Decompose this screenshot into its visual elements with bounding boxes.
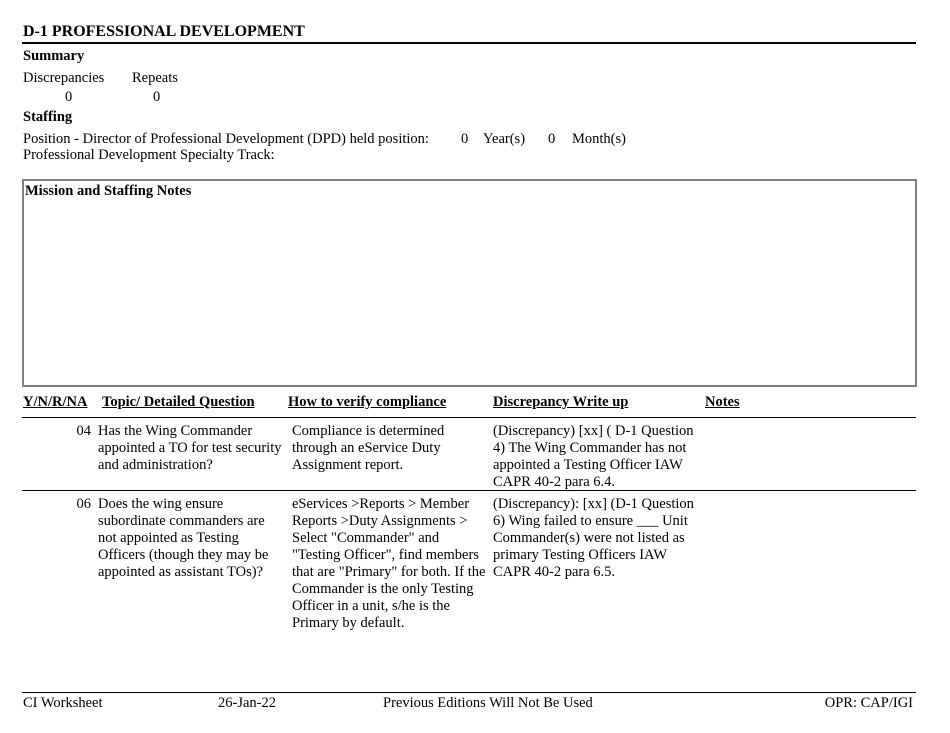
page-title: D-1 PROFESSIONAL DEVELOPMENT [23, 23, 305, 40]
header-divider [22, 417, 916, 418]
months-value: 0 [548, 131, 556, 147]
repeats-label: Repeats [132, 70, 178, 86]
months-label: Month(s) [572, 131, 626, 147]
position-label: Position - Director of Professional Development (DPD) held position: [23, 131, 429, 147]
years-label: Year(s) [483, 131, 526, 147]
footer-divider [22, 692, 916, 693]
discrepancy-text: (Discrepancy): [xx] (D-1 Question 6) Wing failed to ensure ___ Unit Commander(s) were not listed as primary Testing Officers IAW CAPR 40-2 para 6.5. [493, 496, 694, 580]
question-number: 06 [76, 496, 91, 512]
title-divider [22, 42, 916, 44]
row-divider [22, 490, 916, 491]
footer-date: 26-Jan-22 [218, 695, 276, 711]
mission-staffing-notes-box[interactable] [22, 179, 917, 387]
question-text: Has the Wing Commander appointed a TO for test security and administration? [98, 423, 282, 473]
question-number: 04 [76, 423, 91, 439]
summary-heading: Summary [23, 48, 85, 64]
repeats-value: 0 [153, 89, 161, 105]
col-header-topic: Topic/ Detailed Question [102, 394, 255, 410]
footer-worksheet-label: CI Worksheet [23, 695, 103, 711]
discrepancies-label: Discrepancies [23, 70, 105, 86]
footer-editions-notice: Previous Editions Will Not Be Used [383, 695, 593, 711]
discrepancy-text: (Discrepancy) [xx] ( D-1 Question 4) The Wing Commander has not appointed a Testing Officer IAW CAPR 40-2 para 6.4. [493, 423, 694, 490]
col-header-notes: Notes [705, 394, 740, 410]
years-value: 0 [461, 131, 469, 147]
verify-text: eServices >Reports > Member Reports >Duty Assignments > Select "Commander" and "Testing Officer", find members that are "Primary" for both. If the Commander is the only Testing Officer in a unit, s/he is the Primary by default. [292, 496, 486, 631]
col-header-ynrna: Y/N/R/NA [23, 394, 88, 410]
col-header-discrepancy: Discrepancy Write up [493, 394, 629, 410]
verify-text: Compliance is determined through an eService Duty Assignment report. [292, 423, 445, 473]
question-text: Does the wing ensure subordinate commanders are not appointed as Testing Officers (though they may be appointed as assistant TOs)? [98, 496, 269, 580]
footer-opr: OPR: CAP/IGI [824, 695, 913, 711]
staffing-heading: Staffing [23, 109, 73, 125]
notes-box-label: Mission and Staffing Notes [25, 183, 192, 199]
col-header-verify: How to verify compliance [288, 394, 447, 410]
discrepancies-value: 0 [65, 89, 73, 105]
specialty-track-label: Professional Development Specialty Track: [23, 147, 275, 163]
